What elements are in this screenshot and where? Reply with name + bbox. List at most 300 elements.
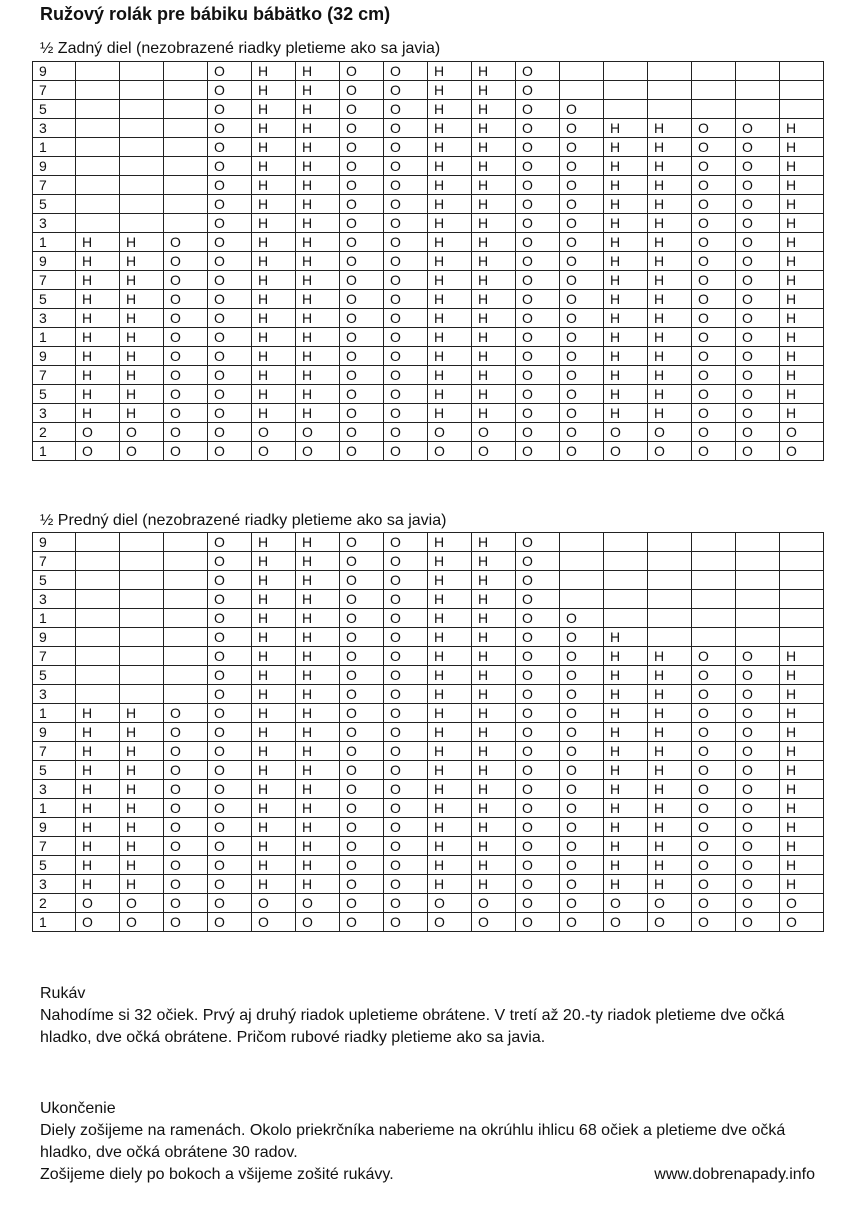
stitch-cell: O xyxy=(560,742,604,761)
stitch-cell: H xyxy=(472,366,516,385)
stitch-cell: O xyxy=(692,252,736,271)
stitch-cell: O xyxy=(516,666,560,685)
stitch-cell: O xyxy=(164,780,208,799)
stitch-cell xyxy=(780,552,824,571)
stitch-cell: O xyxy=(692,704,736,723)
stitch-cell: H xyxy=(296,271,340,290)
stitch-cell xyxy=(692,62,736,81)
stitch-cell xyxy=(76,62,120,81)
stitch-cell: H xyxy=(428,119,472,138)
stitch-cell: O xyxy=(208,176,252,195)
stitch-cell: O xyxy=(164,442,208,461)
stitch-cell: H xyxy=(428,533,472,552)
stitch-cell: H xyxy=(780,214,824,233)
chart-row xyxy=(33,723,824,742)
stitch-cell: O xyxy=(736,138,780,157)
stitch-cell: H xyxy=(120,385,164,404)
stitch-cell: H xyxy=(472,385,516,404)
stitch-cell: H xyxy=(428,195,472,214)
stitch-cell: H xyxy=(472,81,516,100)
stitch-cell: H xyxy=(648,875,692,894)
stitch-cell: H xyxy=(252,609,296,628)
stitch-cell: H xyxy=(76,309,120,328)
stitch-cell: O xyxy=(736,252,780,271)
stitch-cell xyxy=(76,609,120,628)
stitch-cell: O xyxy=(252,442,296,461)
stitch-cell: H xyxy=(428,404,472,423)
stitch-cell xyxy=(736,628,780,647)
stitch-cell: O xyxy=(692,723,736,742)
stitch-cell: H xyxy=(428,552,472,571)
chart-row xyxy=(33,742,824,761)
stitch-cell: H xyxy=(296,552,340,571)
stitch-cell: H xyxy=(780,404,824,423)
row-number-cell: 1 xyxy=(33,138,76,157)
chart-row xyxy=(33,685,824,704)
stitch-cell: H xyxy=(252,157,296,176)
stitch-cell: H xyxy=(472,271,516,290)
stitch-cell: H xyxy=(252,590,296,609)
stitch-cell xyxy=(164,609,208,628)
stitch-cell: O xyxy=(340,366,384,385)
stitch-cell xyxy=(780,100,824,119)
stitch-cell: O xyxy=(208,571,252,590)
stitch-cell: H xyxy=(296,799,340,818)
stitch-cell: O xyxy=(164,875,208,894)
stitch-cell xyxy=(76,195,120,214)
stitch-cell: H xyxy=(428,347,472,366)
stitch-cell: H xyxy=(472,309,516,328)
stitch-cell: O xyxy=(164,761,208,780)
stitch-cell: O xyxy=(164,271,208,290)
stitch-cell: H xyxy=(648,818,692,837)
stitch-cell: H xyxy=(780,856,824,875)
stitch-cell: O xyxy=(208,385,252,404)
row-number-cell: 7 xyxy=(33,837,76,856)
stitch-cell: O xyxy=(560,628,604,647)
row-number-cell: 1 xyxy=(33,704,76,723)
stitch-cell: O xyxy=(384,894,428,913)
stitch-cell xyxy=(164,195,208,214)
stitch-cell xyxy=(604,590,648,609)
stitch-cell: H xyxy=(296,385,340,404)
stitch-cell xyxy=(692,533,736,552)
stitch-cell: H xyxy=(604,723,648,742)
stitch-cell: O xyxy=(208,628,252,647)
stitch-cell xyxy=(164,157,208,176)
stitch-cell: H xyxy=(120,404,164,423)
stitch-cell: H xyxy=(780,761,824,780)
chart-row xyxy=(33,366,824,385)
stitch-cell: H xyxy=(76,404,120,423)
stitch-cell: H xyxy=(428,799,472,818)
stitch-cell: H xyxy=(648,195,692,214)
stitch-cell: O xyxy=(164,385,208,404)
stitch-cell: H xyxy=(604,366,648,385)
stitch-cell: O xyxy=(516,590,560,609)
stitch-cell: O xyxy=(560,385,604,404)
stitch-cell: H xyxy=(252,761,296,780)
stitch-cell: H xyxy=(780,290,824,309)
stitch-cell: H xyxy=(296,761,340,780)
stitch-cell: O xyxy=(736,366,780,385)
stitch-cell: O xyxy=(384,742,428,761)
stitch-cell: H xyxy=(780,233,824,252)
stitch-cell: H xyxy=(296,685,340,704)
stitch-cell: O xyxy=(736,214,780,233)
stitch-cell: O xyxy=(340,81,384,100)
stitch-cell: O xyxy=(76,894,120,913)
stitch-cell: H xyxy=(472,837,516,856)
row-number-cell: 5 xyxy=(33,290,76,309)
stitch-cell: O xyxy=(516,875,560,894)
stitch-cell: O xyxy=(384,723,428,742)
stitch-cell: H xyxy=(648,704,692,723)
stitch-cell: H xyxy=(296,647,340,666)
stitch-cell: O xyxy=(384,647,428,666)
stitch-cell: O xyxy=(208,271,252,290)
row-number-cell: 3 xyxy=(33,214,76,233)
stitch-cell: H xyxy=(76,704,120,723)
stitch-cell: H xyxy=(252,309,296,328)
stitch-cell: O xyxy=(560,176,604,195)
stitch-cell: O xyxy=(736,328,780,347)
stitch-cell xyxy=(648,571,692,590)
stitch-cell: H xyxy=(472,100,516,119)
stitch-cell: O xyxy=(736,347,780,366)
stitch-cell: H xyxy=(120,252,164,271)
stitch-cell xyxy=(164,119,208,138)
stitch-cell: H xyxy=(76,366,120,385)
stitch-cell: H xyxy=(296,176,340,195)
row-number-cell: 3 xyxy=(33,404,76,423)
stitch-cell xyxy=(76,119,120,138)
chart-row xyxy=(33,233,824,252)
row-number-cell: 2 xyxy=(33,894,76,913)
stitch-cell: H xyxy=(76,761,120,780)
stitch-cell: O xyxy=(340,252,384,271)
stitch-cell: H xyxy=(76,233,120,252)
stitch-cell xyxy=(76,176,120,195)
stitch-cell: H xyxy=(604,252,648,271)
stitch-cell xyxy=(76,100,120,119)
stitch-cell: O xyxy=(560,195,604,214)
stitch-cell: O xyxy=(428,423,472,442)
stitch-cell: O xyxy=(736,647,780,666)
stitch-cell: O xyxy=(560,666,604,685)
stitch-cell: O xyxy=(164,328,208,347)
stitch-cell: O xyxy=(516,214,560,233)
stitch-cell: O xyxy=(736,442,780,461)
stitch-cell xyxy=(120,628,164,647)
row-number-cell: 9 xyxy=(33,818,76,837)
stitch-cell: H xyxy=(648,309,692,328)
stitch-cell: O xyxy=(340,347,384,366)
stitch-cell: H xyxy=(296,590,340,609)
stitch-cell: O xyxy=(208,818,252,837)
website-link[interactable]: www.dobrenapady.info xyxy=(654,1166,815,1183)
stitch-cell xyxy=(76,685,120,704)
stitch-cell: H xyxy=(648,366,692,385)
stitch-cell: O xyxy=(208,328,252,347)
stitch-cell: H xyxy=(296,571,340,590)
stitch-cell: O xyxy=(340,818,384,837)
stitch-cell: O xyxy=(384,138,428,157)
stitch-cell: H xyxy=(252,571,296,590)
stitch-cell: H xyxy=(428,856,472,875)
stitch-cell: O xyxy=(340,799,384,818)
stitch-cell: O xyxy=(340,742,384,761)
stitch-cell: O xyxy=(604,913,648,932)
stitch-cell: O xyxy=(560,328,604,347)
stitch-cell: O xyxy=(516,685,560,704)
stitch-cell: O xyxy=(340,571,384,590)
stitch-cell: H xyxy=(780,119,824,138)
stitch-cell: O xyxy=(120,442,164,461)
stitch-cell: H xyxy=(648,328,692,347)
stitch-cell: O xyxy=(164,837,208,856)
stitch-cell: H xyxy=(252,290,296,309)
stitch-cell: O xyxy=(516,119,560,138)
stitch-cell: O xyxy=(692,423,736,442)
stitch-cell: H xyxy=(648,856,692,875)
stitch-cell: O xyxy=(164,309,208,328)
stitch-cell: O xyxy=(516,856,560,875)
stitch-cell: O xyxy=(164,704,208,723)
stitch-cell: H xyxy=(252,119,296,138)
stitch-cell xyxy=(692,609,736,628)
chart-row xyxy=(33,818,824,837)
stitch-cell: O xyxy=(516,271,560,290)
stitch-cell: O xyxy=(516,723,560,742)
stitch-cell: H xyxy=(648,233,692,252)
stitch-cell: H xyxy=(76,837,120,856)
stitch-cell xyxy=(692,81,736,100)
stitch-cell: H xyxy=(296,818,340,837)
stitch-cell: O xyxy=(340,100,384,119)
stitch-cell: O xyxy=(560,856,604,875)
stitch-cell: O xyxy=(252,894,296,913)
chart-row xyxy=(33,628,824,647)
stitch-cell: O xyxy=(648,423,692,442)
row-number-cell: 5 xyxy=(33,666,76,685)
stitch-cell: O xyxy=(692,442,736,461)
stitch-cell: O xyxy=(208,195,252,214)
stitch-cell: O xyxy=(384,704,428,723)
stitch-cell: O xyxy=(428,913,472,932)
stitch-cell: O xyxy=(516,328,560,347)
stitch-cell: H xyxy=(648,176,692,195)
stitch-cell: O xyxy=(736,818,780,837)
stitch-cell: H xyxy=(472,571,516,590)
stitch-cell: O xyxy=(736,309,780,328)
stitch-cell: O xyxy=(516,609,560,628)
stitch-cell: H xyxy=(120,742,164,761)
stitch-cell: H xyxy=(428,366,472,385)
stitch-cell xyxy=(120,647,164,666)
stitch-cell: O xyxy=(648,442,692,461)
stitch-cell: O xyxy=(296,442,340,461)
chart-row xyxy=(33,704,824,723)
stitch-cell xyxy=(120,214,164,233)
stitch-cell: H xyxy=(428,647,472,666)
stitch-cell: O xyxy=(340,723,384,742)
stitch-cell: H xyxy=(648,290,692,309)
stitch-cell xyxy=(164,214,208,233)
stitch-cell xyxy=(648,62,692,81)
stitch-cell: H xyxy=(780,647,824,666)
stitch-cell: H xyxy=(428,818,472,837)
stitch-cell xyxy=(164,552,208,571)
stitch-cell xyxy=(120,609,164,628)
stitch-cell xyxy=(120,533,164,552)
stitch-cell: O xyxy=(208,837,252,856)
stitch-cell: H xyxy=(120,233,164,252)
stitch-cell xyxy=(604,62,648,81)
stitch-cell: H xyxy=(252,818,296,837)
stitch-cell: O xyxy=(340,552,384,571)
stitch-cell xyxy=(604,100,648,119)
stitch-cell: H xyxy=(296,290,340,309)
chart-row xyxy=(33,647,824,666)
stitch-cell xyxy=(76,571,120,590)
stitch-cell: H xyxy=(780,252,824,271)
stitch-cell: O xyxy=(692,233,736,252)
stitch-cell: H xyxy=(472,252,516,271)
stitch-cell xyxy=(604,609,648,628)
stitch-cell: H xyxy=(428,138,472,157)
stitch-cell: O xyxy=(252,423,296,442)
stitch-cell: H xyxy=(428,214,472,233)
stitch-cell: O xyxy=(736,742,780,761)
finishing-heading: Ukončenie xyxy=(40,1100,116,1117)
stitch-cell: H xyxy=(604,647,648,666)
stitch-cell: H xyxy=(780,366,824,385)
stitch-cell: H xyxy=(428,837,472,856)
stitch-cell: H xyxy=(296,309,340,328)
stitch-cell: O xyxy=(384,100,428,119)
stitch-cell: O xyxy=(120,894,164,913)
stitch-cell xyxy=(648,609,692,628)
stitch-cell: H xyxy=(604,837,648,856)
stitch-cell: O xyxy=(516,571,560,590)
stitch-cell: O xyxy=(384,761,428,780)
stitch-cell xyxy=(120,571,164,590)
stitch-cell: O xyxy=(164,423,208,442)
stitch-cell: O xyxy=(384,195,428,214)
stitch-cell: O xyxy=(384,609,428,628)
stitch-cell xyxy=(560,533,604,552)
stitch-cell xyxy=(692,571,736,590)
stitch-cell: O xyxy=(692,761,736,780)
stitch-cell: O xyxy=(384,442,428,461)
row-number-cell: 3 xyxy=(33,309,76,328)
stitch-cell: H xyxy=(296,837,340,856)
finishing-last-line xyxy=(40,1164,815,1186)
stitch-cell: O xyxy=(384,328,428,347)
stitch-cell: H xyxy=(472,119,516,138)
row-number-cell: 1 xyxy=(33,609,76,628)
stitch-cell: H xyxy=(648,347,692,366)
stitch-cell: O xyxy=(76,423,120,442)
stitch-cell: O xyxy=(208,913,252,932)
stitch-cell: O xyxy=(384,666,428,685)
stitch-cell: O xyxy=(692,176,736,195)
stitch-cell xyxy=(780,81,824,100)
stitch-cell: O xyxy=(516,913,560,932)
row-number-cell: 7 xyxy=(33,552,76,571)
stitch-cell: O xyxy=(604,423,648,442)
stitch-cell: O xyxy=(692,404,736,423)
stitch-cell: O xyxy=(340,837,384,856)
stitch-cell: O xyxy=(692,818,736,837)
chart-row xyxy=(33,214,824,233)
stitch-cell: H xyxy=(472,590,516,609)
stitch-cell: H xyxy=(472,818,516,837)
stitch-cell: O xyxy=(692,780,736,799)
stitch-cell: O xyxy=(76,913,120,932)
stitch-cell: O xyxy=(736,875,780,894)
stitch-cell: H xyxy=(472,552,516,571)
stitch-cell: H xyxy=(604,328,648,347)
stitch-cell xyxy=(120,552,164,571)
stitch-cell: O xyxy=(736,837,780,856)
row-number-cell: 9 xyxy=(33,347,76,366)
stitch-cell: H xyxy=(296,138,340,157)
stitch-cell: O xyxy=(208,100,252,119)
stitch-cell: H xyxy=(780,780,824,799)
stitch-cell: O xyxy=(560,685,604,704)
stitch-cell: O xyxy=(692,195,736,214)
stitch-cell: O xyxy=(384,271,428,290)
stitch-cell: O xyxy=(208,590,252,609)
stitch-cell: H xyxy=(252,138,296,157)
sleeve-text: Nahodíme si 32 očiek. Prvý aj druhý riadok upletieme obrátene. V tretí až 20.-ty riadok pletieme dve očká hladko, dve očká obrátene. Pričom rubové riadky pletieme ako sa javia. xyxy=(40,1007,785,1046)
stitch-cell: O xyxy=(340,404,384,423)
stitch-cell xyxy=(120,590,164,609)
stitch-cell xyxy=(76,552,120,571)
row-number-cell: 1 xyxy=(33,328,76,347)
chart-row xyxy=(33,309,824,328)
stitch-cell: O xyxy=(516,195,560,214)
stitch-cell: O xyxy=(76,442,120,461)
stitch-cell xyxy=(120,62,164,81)
stitch-cell: O xyxy=(384,818,428,837)
stitch-cell xyxy=(780,628,824,647)
stitch-cell: O xyxy=(692,328,736,347)
stitch-cell: H xyxy=(76,271,120,290)
stitch-cell: H xyxy=(604,385,648,404)
stitch-cell: O xyxy=(648,913,692,932)
stitch-cell: O xyxy=(164,799,208,818)
stitch-cell: O xyxy=(692,290,736,309)
stitch-cell: H xyxy=(648,685,692,704)
stitch-cell: H xyxy=(604,818,648,837)
stitch-cell: H xyxy=(472,666,516,685)
stitch-cell: H xyxy=(604,347,648,366)
stitch-cell: O xyxy=(384,856,428,875)
stitch-cell: O xyxy=(516,780,560,799)
stitch-cell: H xyxy=(252,647,296,666)
stitch-cell: O xyxy=(340,195,384,214)
stitch-cell: H xyxy=(428,233,472,252)
stitch-cell: H xyxy=(604,799,648,818)
row-number-cell: 1 xyxy=(33,233,76,252)
stitch-cell: O xyxy=(208,742,252,761)
stitch-cell: H xyxy=(120,704,164,723)
stitch-cell xyxy=(736,590,780,609)
stitch-cell: O xyxy=(384,157,428,176)
